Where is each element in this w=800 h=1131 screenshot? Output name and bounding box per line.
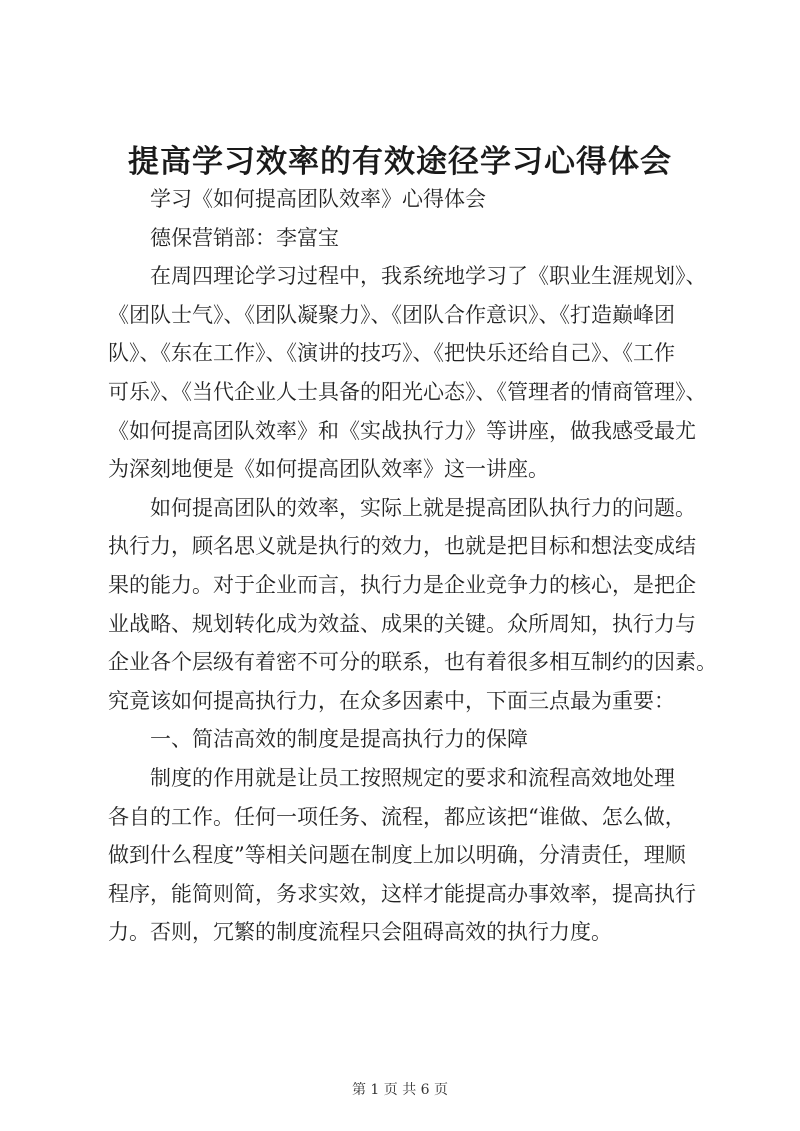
paragraph-line: 《团队士气》、《团队凝聚力》、《团队合作意识》、《打造巅峰团: [108, 302, 675, 327]
paragraph-line: 果的能力。对于企业而言，执行力是企业竞争力的核心，是把企: [108, 572, 696, 597]
paragraph-line: 各自的工作。任何一项任务、流程，都应该把“谁做、怎么做，: [108, 804, 686, 829]
paragraph-line: 如何提高团队的效率，实际上就是提高团队执行力的问题。: [150, 495, 696, 520]
paragraph-line: 业战略、规划转化成为效益、成果的关键。众所周知，执行力与: [108, 611, 696, 636]
section-heading: 一、简洁高效的制度是提高执行力的保障: [150, 727, 528, 752]
paragraph-line: 究竟该如何提高执行力，在众多因素中，下面三点最为重要：: [108, 688, 675, 713]
paragraph-line: 为深刻地便是《如何提高团队效率》这一讲座。: [108, 457, 549, 482]
subtitle-line: 学习《如何提高团队效率》心得体会: [150, 187, 486, 211]
paragraph-line: 企业各个层级有着密不可分的联系，也有着很多相互制约的因素。: [108, 650, 717, 675]
paragraph-line: 在周四理论学习过程中，我系统地学习了《职业生涯规划》、: [150, 264, 707, 289]
paragraph-line: 可乐》、《当代企业人士具备的阳光心态》、《管理者的情商管理》、: [108, 379, 707, 404]
paragraph-line: 制度的作用就是让员工按照规定的要求和流程高效地处理: [150, 765, 675, 790]
paragraph-line: 《如何提高团队效率》和《实战执行力》等讲座，做我感受最尤: [108, 418, 696, 443]
document-title: 提高学习效率的有效途径学习心得体会: [128, 144, 672, 180]
page-footer: 第 1 页 共 6 页: [351, 1082, 449, 1098]
paragraph-line: 执行力，顾名思义就是执行的效力，也就是把目标和想法变成结: [108, 534, 696, 559]
paragraph-line: 力。否则，冗繁的制度流程只会阻碍高效的执行力度。: [108, 920, 612, 945]
author-line: 德保营销部：李富宝: [150, 225, 339, 250]
document-body: [108, 180, 728, 952]
paragraph-line: 程序，能简则简，务求实效，这样才能提高办事效率，提高执行: [108, 881, 696, 906]
paragraph-line: 做到什么程度”等相关问题在制度上加以明确，分清责任，理顺: [108, 843, 686, 868]
paragraph-line: 队》、《东在工作》、《演讲的技巧》、《把快乐还给自己》、《工作: [108, 341, 675, 366]
